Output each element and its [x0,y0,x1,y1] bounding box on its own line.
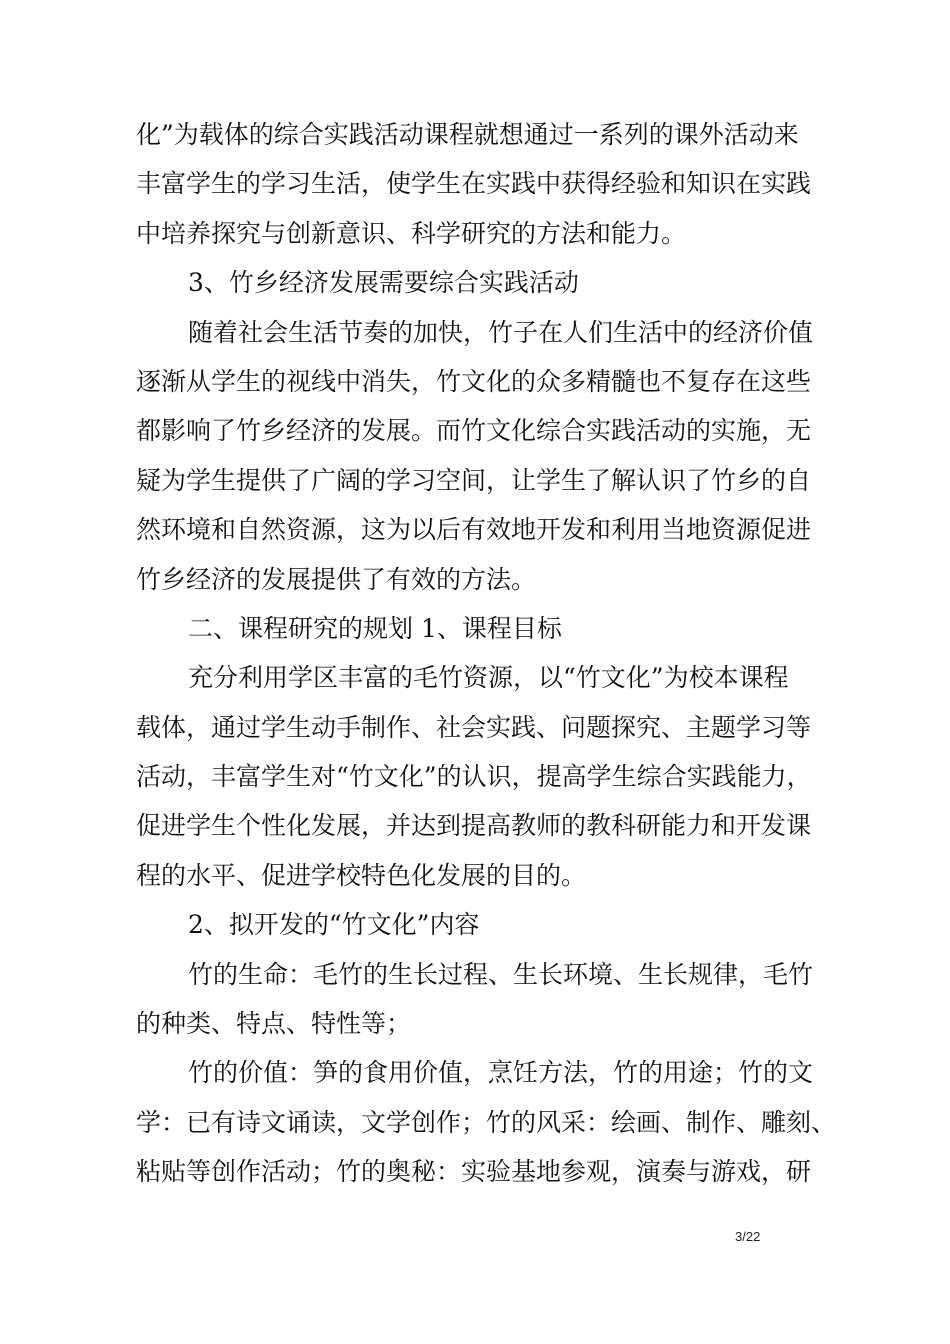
text-line: 竹的价值：笋的食用价值，烹饪方法，竹的用途；竹的文 [188,1058,814,1088]
text-line: 载体，通过学生动手制作、社会实践、问题探究、主题学习等 [136,712,812,742]
text-line: 然环境和自然资源，这为以后有效地开发和利用当地资源促进 [136,515,812,545]
text-line: 充分利用学区丰富的毛竹资源，以“竹文化”为校本课程 [188,663,789,693]
text-line: 活动，丰富学生对“竹文化”的认识，提高学生综合实践能力， [136,762,812,792]
text-line: 程的水平、促进学校特色化发展的目的。 [136,860,587,890]
text-line: 丰富学生的学习生活，使学生在实践中获得经验和知识在实践 [136,169,812,199]
page-number: 3/22 [735,1229,761,1244]
section-heading: 二、课程研究的规划 1、课程目标 [188,613,562,643]
section-heading: 3、竹乡经济发展需要综合实践活动 [188,268,579,298]
text-line: 的种类、特点、特性等； [136,1009,412,1039]
text-line: 中培养探究与创新意识、科学研究的方法和能力。 [136,218,687,248]
text-line: 随着社会生活节奏的加快，竹子在人们生活中的经济价值 [188,317,814,347]
text-line: 疑为学生提供了广阔的学习空间，让学生了解认识了竹乡的自 [136,465,812,495]
text-line: 学：已有诗文诵读，文学创作；竹的风采：绘画、制作、雕刻、 [136,1107,836,1137]
text-line: 粘贴等创作活动；竹的奥秘：实验基地参观，演奏与游戏，研 [136,1157,812,1187]
text-line: 逐渐从学生的视线中消失，竹文化的众多精髓也不复存在这些 [136,366,812,396]
body-text [136,110,836,1197]
text-line: 都影响了竹乡经济的发展。而竹文化综合实践活动的实施，无 [136,416,812,446]
text-line: 竹乡经济的发展提供了有效的方法。 [136,564,537,594]
section-heading: 2、拟开发的“竹文化”内容 [188,910,480,940]
text-line: 化”为载体的综合实践活动课程就想通过一系列的课外活动来 [136,120,799,149]
text-line: 促进学生个性化发展，并达到提高教师的教科研能力和开发课 [136,811,812,841]
text-line: 竹的生命：毛竹的生长过程、生长环境、生长规律，毛竹 [188,959,814,989]
